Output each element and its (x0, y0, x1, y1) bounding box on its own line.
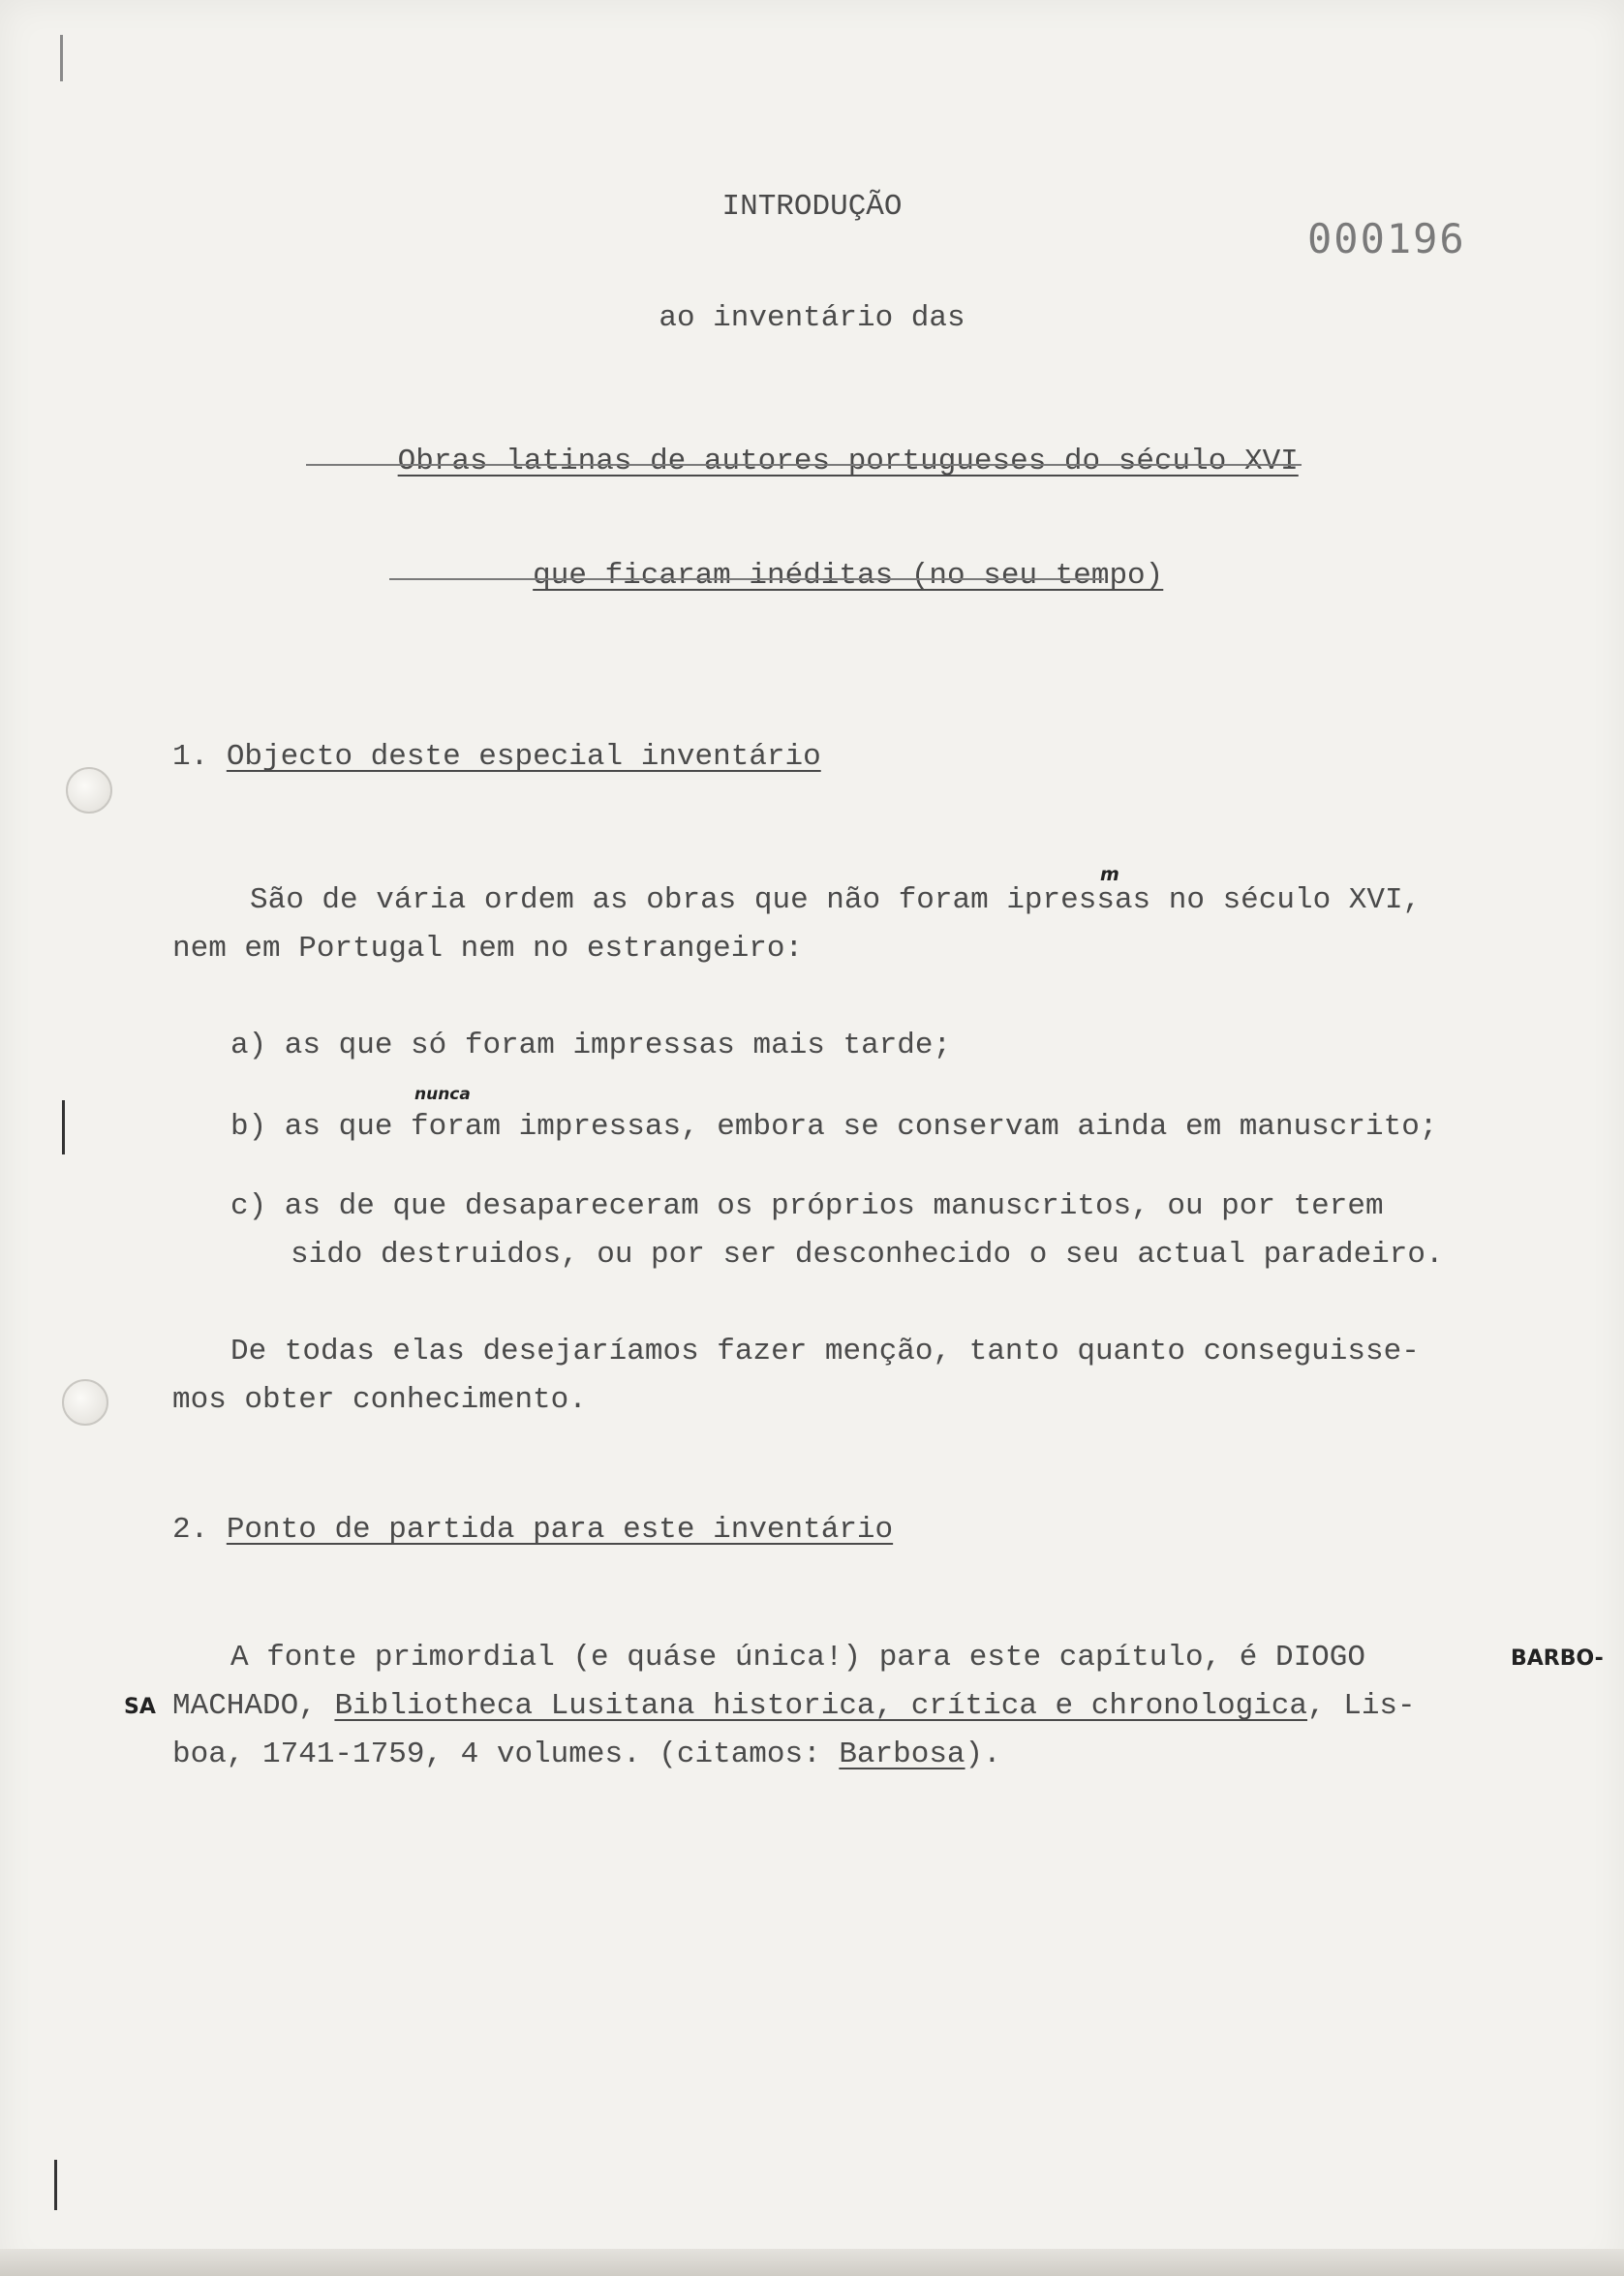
list-item-b: b) as que foram impressas, embora se conservam ainda em manuscrito; (230, 1110, 1438, 1144)
edition-text: boa, 1741-1759, 4 volumes. (citamos: (172, 1738, 840, 1771)
section2-number: 2. (172, 1513, 209, 1547)
subtitle-line: ao inventário das (659, 301, 965, 335)
section2-para-line3 (172, 1739, 1001, 1769)
line3-suffix: ). (965, 1738, 1001, 1771)
document-title: INTRODUÇÃO (721, 190, 903, 224)
secondary-title-rule (389, 578, 1104, 580)
author-name-text: MACHADO, (172, 1689, 335, 1723)
handwritten-sa: SA (124, 1695, 156, 1719)
margin-bottom-mark (54, 2160, 57, 2210)
line2-suffix: , Lis- (1307, 1689, 1416, 1723)
list-item-c-line1: c) as de que desapareceram os próprios manuscritos, ou por terem (230, 1189, 1384, 1223)
section2-para-line2 (172, 1691, 1416, 1721)
section2-heading-text: Ponto de partida para este inventário (226, 1513, 894, 1547)
section2-heading (172, 1515, 893, 1545)
punch-hole-bottom (62, 1379, 108, 1426)
secondary-title-line (0, 531, 1624, 621)
section1-heading-text: Objecto deste especial inventário (226, 740, 821, 774)
punch-hole-top (66, 767, 112, 814)
list-item-a: a) as que só foram impressas mais tarde; (230, 1029, 952, 1062)
secondary-title-text: que ficaram inéditas (no seu tempo) (533, 559, 1164, 593)
handwritten-m-insert: m (1100, 864, 1119, 885)
section2-para-line1: A fonte primordial (e quáse única!) para este capítulo, é DIOGO (230, 1641, 1365, 1675)
main-title-text: Obras latinas de autores portugueses do século XVI (397, 445, 1299, 478)
margin-pencil-mark (62, 1100, 65, 1154)
section1-para2-line1: De todas elas desejaríamos fazer menção, tanto quanto conseguisse- (230, 1335, 1420, 1369)
document-number-stamp: 000196 (1307, 215, 1466, 262)
citation-abbrev: Barbosa (839, 1738, 965, 1771)
section1-para1-line2: nem em Portugal nem no estrangeiro: (172, 932, 804, 966)
handwritten-barbo: BARBO- (1511, 1646, 1604, 1671)
main-title-line (0, 416, 1624, 507)
page-bottom-edge (0, 2249, 1624, 2276)
section1-heading (172, 742, 821, 772)
handwritten-nunca: nunca (414, 1085, 471, 1104)
section1-number: 1. (172, 740, 209, 774)
title-rule (306, 464, 1302, 466)
book-title: Bibliotheca Lusitana historica, crítica e chronologica (334, 1689, 1308, 1723)
section1-para2-line2: mos obter conhecimento. (172, 1383, 587, 1417)
corner-mark (60, 35, 63, 81)
list-item-c-line2: sido destruidos, ou por ser desconhecido o seu actual paradeiro. (291, 1238, 1444, 1272)
section1-para1-line1: São de vária ordem as obras que não foram ipressas no século XVI, (250, 883, 1422, 917)
